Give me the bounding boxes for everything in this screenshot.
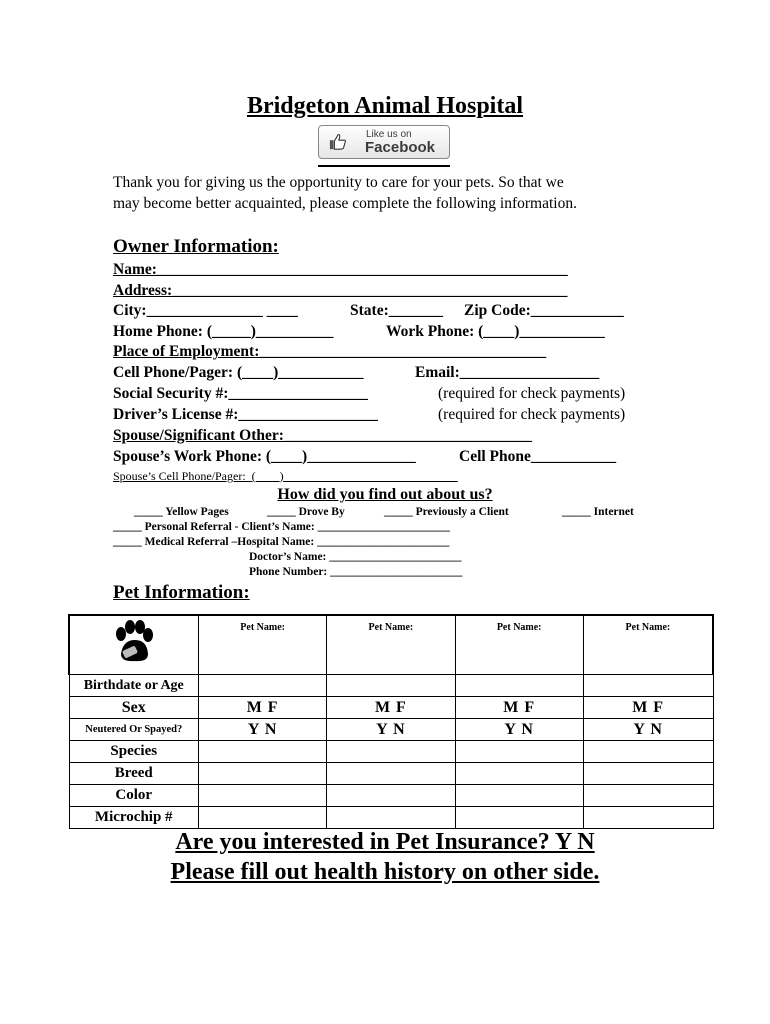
sex-choice[interactable]: M F	[583, 697, 713, 719]
species-cell[interactable]	[583, 741, 713, 763]
referral-doctor-name[interactable]: Doctor’s Name: _______________________	[249, 551, 462, 563]
neutered-choice[interactable]: Y N	[583, 719, 713, 741]
spouse-work-phone-field[interactable]: Spouse’s Work Phone: (____)______________	[113, 448, 416, 465]
facebook-label: Facebook	[365, 139, 436, 156]
facebook-like-small-label: Like us on	[366, 129, 412, 140]
pet-name-2[interactable]: Pet Name:	[327, 615, 455, 675]
paw-cell	[69, 615, 199, 675]
health-history-note: Please fill out health history on other side.	[170, 859, 600, 885]
species-cell[interactable]	[327, 741, 455, 763]
ssn-note: (required for check payments)	[438, 385, 626, 402]
birthdate-cell[interactable]	[455, 675, 583, 697]
color-cell[interactable]	[327, 785, 455, 807]
sex-choice[interactable]: M F	[327, 697, 455, 719]
color-cell[interactable]	[199, 785, 327, 807]
sex-choice[interactable]: M F	[199, 697, 327, 719]
pet-name-4[interactable]: Pet Name:	[583, 615, 713, 675]
sex-choice[interactable]: M F	[455, 697, 583, 719]
spouse-cell-pager-field[interactable]: Spouse’s Cell Phone/Pager:_(____)_____________________________	[113, 469, 458, 483]
pet-insurance-question: Are you interested in Pet Insurance? Y N	[175, 829, 595, 855]
microchip-cell[interactable]	[455, 807, 583, 829]
pet-name-3[interactable]: Pet Name:	[455, 615, 583, 675]
referral-phone-number[interactable]: Phone Number: _______________________	[249, 566, 463, 578]
owner-employment-field[interactable]: Place of Employment:_____________________________________	[113, 343, 547, 360]
dl-note: (required for check payments)	[438, 406, 626, 423]
species-cell[interactable]	[199, 741, 327, 763]
owner-spouse-field[interactable]: Spouse/Significant Other:________________________________	[113, 427, 532, 444]
intro-text	[113, 172, 577, 214]
owner-address-field[interactable]: Address:___________________________________________________	[113, 282, 568, 299]
facebook-like-button[interactable]	[318, 125, 450, 159]
row-label-sex: Sex	[69, 697, 199, 719]
owner-ssn-field[interactable]: Social Security #:__________________	[113, 385, 368, 402]
row-label-neutered: Neutered Or Spayed?	[69, 719, 199, 741]
owner-home-phone-field[interactable]: Home Phone: (_____)__________	[113, 323, 334, 340]
neutered-choice[interactable]: Y N	[455, 719, 583, 741]
referral-personal[interactable]: _____ Personal Referral - Client’s Name: _______________________	[113, 521, 450, 533]
color-cell[interactable]	[583, 785, 713, 807]
neutered-choice[interactable]: Y N	[327, 719, 455, 741]
breed-cell[interactable]	[583, 763, 713, 785]
referral-previous-client[interactable]: _____ Previously a Client	[384, 506, 509, 518]
microchip-cell[interactable]	[327, 807, 455, 829]
birthdate-cell[interactable]	[199, 675, 327, 697]
thumbs-up-icon	[329, 133, 347, 151]
row-label-breed: Breed	[69, 763, 199, 785]
owner-city-field[interactable]: City:_______________ ____	[113, 302, 298, 319]
row-label-species: Species	[69, 741, 199, 763]
row-label-microchip: Microchip #	[69, 807, 199, 829]
referral-medical[interactable]: _____ Medical Referral –Hospital Name: _______________________	[113, 536, 450, 548]
spouse-cell-phone-field[interactable]: Cell Phone___________	[459, 448, 617, 465]
referral-heading: How did you find out about us?	[277, 486, 493, 503]
color-cell[interactable]	[455, 785, 583, 807]
referral-internet[interactable]: _____ Internet	[562, 506, 634, 518]
birthdate-cell[interactable]	[327, 675, 455, 697]
referral-yellow-pages[interactable]: _____ Yellow Pages	[134, 506, 229, 518]
breed-cell[interactable]	[327, 763, 455, 785]
owner-work-phone-field[interactable]: Work Phone: (____)___________	[386, 323, 605, 340]
owner-information-heading: Owner Information:	[113, 236, 279, 257]
paw-print-icon	[111, 620, 157, 666]
birthdate-cell[interactable]	[583, 675, 713, 697]
pet-name-1[interactable]: Pet Name:	[199, 615, 327, 675]
row-label-color: Color	[69, 785, 199, 807]
pet-information-table	[68, 614, 714, 829]
intro-line-2: may become better acquainted, please complete the following information.	[113, 195, 577, 212]
facebook-underline	[318, 165, 450, 167]
owner-drivers-license-field[interactable]: Driver’s License #:__________________	[113, 406, 378, 423]
owner-cell-field[interactable]: Cell Phone/Pager: (____)___________	[113, 364, 364, 381]
owner-name-field[interactable]: Name:_____________________________________________________	[113, 261, 568, 278]
owner-zip-field[interactable]: Zip Code:____________	[464, 302, 624, 319]
row-label-birthdate: Birthdate or Age	[69, 675, 199, 697]
owner-email-field[interactable]: Email:__________________	[415, 364, 600, 381]
microchip-cell[interactable]	[583, 807, 713, 829]
species-cell[interactable]	[455, 741, 583, 763]
intro-line-1: Thank you for giving us the opportunity to care for your pets. So that we	[113, 174, 564, 191]
pet-information-heading: Pet Information:	[113, 582, 250, 603]
referral-drove-by[interactable]: _____ Drove By	[267, 506, 345, 518]
page-title: Bridgeton Animal Hospital	[246, 93, 524, 119]
neutered-choice[interactable]: Y N	[199, 719, 327, 741]
owner-state-field[interactable]: State:_______	[350, 302, 443, 319]
breed-cell[interactable]	[455, 763, 583, 785]
microchip-cell[interactable]	[199, 807, 327, 829]
breed-cell[interactable]	[199, 763, 327, 785]
